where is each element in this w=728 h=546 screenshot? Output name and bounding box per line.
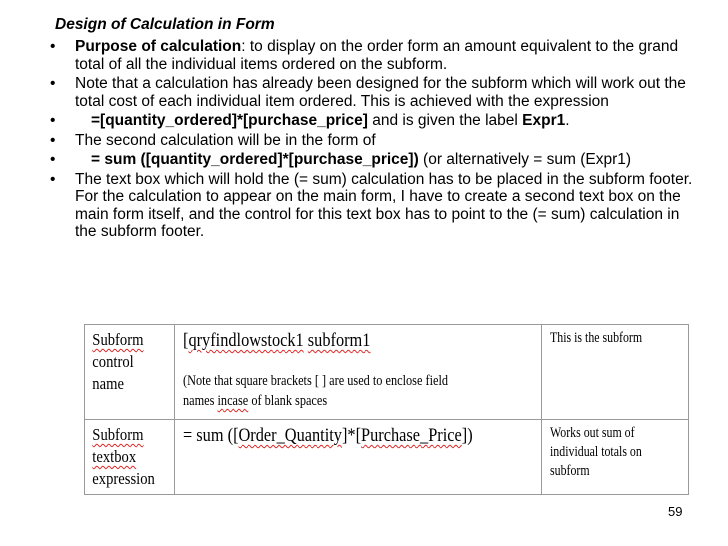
second-calc-text: The second calculation will be in the form of: [75, 131, 376, 149]
sum-expression-value: = sum ([Order_Quantity]*[Purchase_Price]): [182, 425, 473, 446]
table-cell-label: [85, 325, 162, 420]
slide-heading: Design of Calculation in Form: [55, 16, 275, 33]
purpose-text: : to display on the order form an amount equivalent to the grand total of all the individual items ordered on the subform.: [75, 38, 679, 73]
label-rest: control name: [91, 352, 134, 393]
bullet-dot-icon: •: [50, 75, 56, 92]
bullet-item-second-calc: [50, 132, 700, 150]
bracket-note: (Note that square brackets [ ] are used to enclose field names incase of blank spaces: [182, 373, 448, 409]
comment-text: Works out sum of individual totals on subform: [549, 425, 642, 479]
comment-text: This is the subform: [549, 330, 642, 346]
bullet-dot-icon: •: [50, 112, 56, 129]
bullet-item-purpose: [50, 38, 700, 73]
bullet-dot-icon: •: [50, 170, 56, 188]
page-number: 59: [668, 504, 683, 519]
note-text: Note that a calculation has already been designed for the subform which will work out the total cost of each individual item ordered. This is achieved with the expression: [75, 75, 686, 110]
table-cell-value: [174, 420, 541, 495]
expression-label: Expr1: [522, 112, 566, 129]
sum-alternative: (or alternatively = sum (Expr1): [418, 151, 632, 168]
purpose-label: Purpose of calculation: [75, 38, 242, 55]
sum-formula: = sum ([quantity_ordered]*[purchase_price]): [91, 151, 419, 168]
bullet-item-expression: [50, 112, 700, 130]
table-row: [85, 420, 689, 495]
bullet-item-textbox: [50, 171, 700, 241]
table-row: [85, 325, 689, 420]
label-word: Subform: [91, 330, 143, 349]
expression-formula: =[quantity_ordered]*[purchase_price]: [91, 112, 368, 129]
table-cell-label: [85, 420, 162, 495]
bullet-item-sum-formula: [50, 151, 700, 169]
bullet-list: [50, 38, 700, 243]
bullet-dot-icon: •: [50, 38, 56, 55]
textbox-text: The text box which will hold the (= sum) calculation has to be placed in the subform footer. For the calculation to appear on the main form, I have to create a second text box on the main form itself, and the control for this text box has to point to the (= sum) calculation in the subform footer.: [75, 170, 693, 240]
expression-mid: and is given the label: [367, 112, 523, 129]
expression-tail: .: [565, 112, 570, 129]
bullet-dot-icon: •: [50, 151, 56, 168]
subform-table: [84, 324, 689, 495]
bullet-item-note: [50, 75, 700, 110]
table-cell-value: [174, 325, 541, 420]
control-name-value: [qryfindlowstock1 subform1: [182, 330, 371, 351]
subform-table-container: [84, 324, 642, 488]
bullet-dot-icon: •: [50, 131, 56, 149]
label-rest: expression: [91, 469, 155, 488]
label-word: textbox: [91, 447, 136, 466]
label-word: Subform: [91, 425, 143, 444]
table-cell-comment: [541, 325, 688, 420]
table-cell-comment: [541, 420, 688, 495]
